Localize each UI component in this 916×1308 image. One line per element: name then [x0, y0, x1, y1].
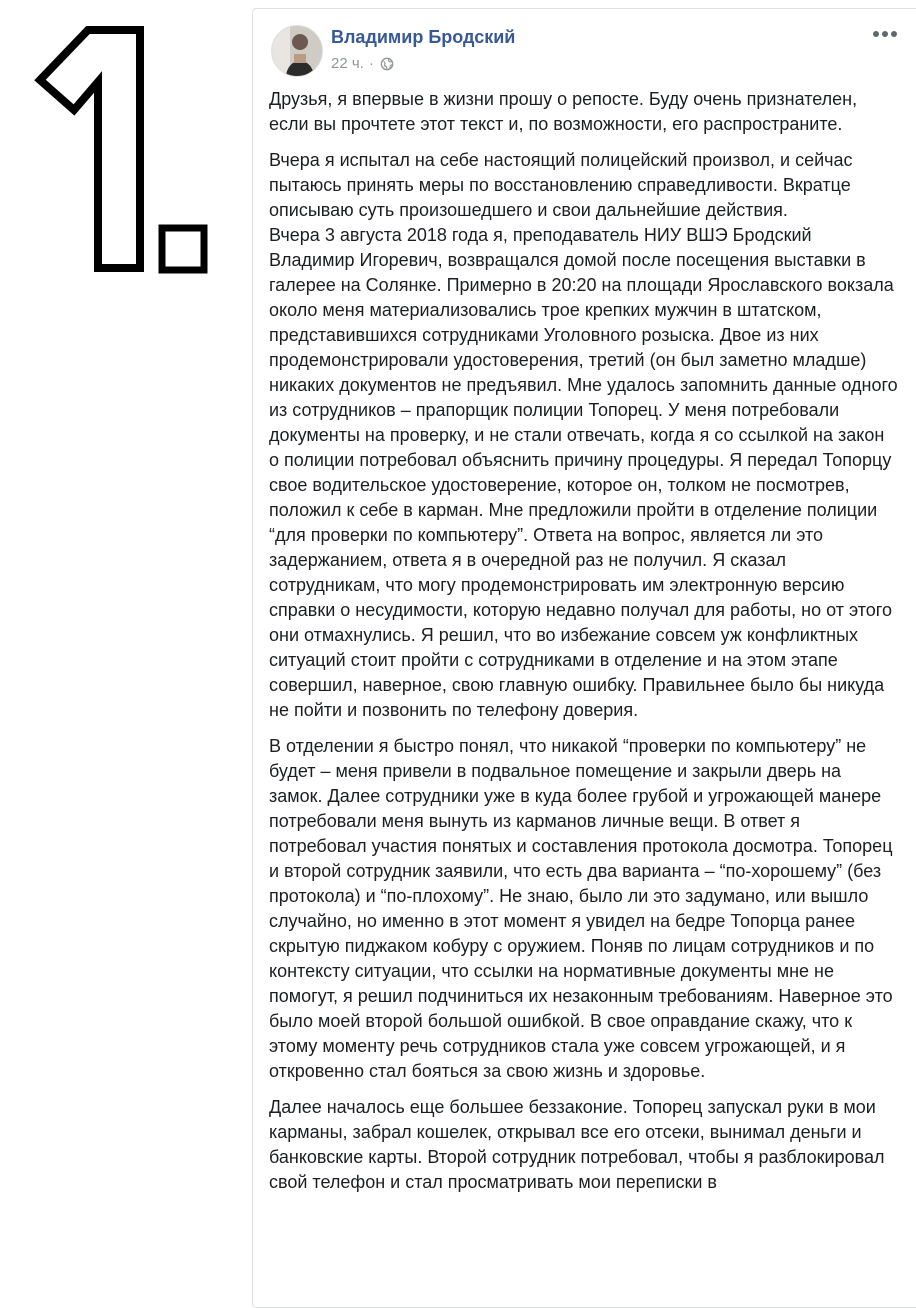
- number-one-outline-graphic: [30, 22, 230, 282]
- more-options-icon[interactable]: [873, 31, 897, 37]
- meta-separator: ·: [368, 55, 374, 72]
- post-meta: [331, 55, 394, 72]
- post-paragraph: В отделении я быстро понял, что никакой “проверки по компьютеру” не будет – меня привели в подвальное помещение и закрыли дверь на замок. Далее сотрудники уже в куда более грубой и угрожающей манере потребовали меня вынуть из карманов личные вещи. В ответ я потребовал участия понятых и составления протокола досмотра. Топорец и второй сотрудник заявили, что есть два варианта – “по-хорошему” (без протокола) и “по-плохому”. Не знаю, было ли это задумано, или вышло случайно, но именно в этот момент я увидел на бедре Топорца ранее скрытую пиджаком кобуру с оружием. Поняв по лицам сотрудников и по контексту ситуации, что ссылки на нормативные документы мне не помогут, я решил подчиниться их незаконным требованиям. Наверное это было моей второй большой ошибкой. В свое оправдание скажу, что к этому моменту речь сотрудников стала уже совсем угрожающей, и я откровенно стал бояться за свою жизнь и здоровье.: [269, 736, 893, 1081]
- post-paragraph: Далее началось еще большее беззаконие. Топорец запускал руки в мои карманы, забрал кошелек, открывал все его отсеки, вынимал деньги и банковские карты. Второй сотрудник потребовал, чтобы я разблокировал свой телефон и стал просматривать мои переписки в: [269, 1097, 885, 1192]
- author-name-link[interactable]: Владимир Бродский: [331, 27, 516, 47]
- post-timestamp[interactable]: 22 ч.: [331, 55, 364, 72]
- post-paragraph: Друзья, я впервые в жизни прошу о репосте. Буду очень признателен, если вы прочтете этот текст и, по возможности, его распространите.: [269, 89, 858, 134]
- globe-icon[interactable]: [380, 57, 394, 71]
- post-paragraph: Вчера я испытал на себе настоящий полицейский произвол, и сейчас пытаюсь принять меры по восстановлению справедливости. Вкратце описываю суть произошедшего и свои дальнейшие действия. Вчера 3 августа 2018 года я, преподаватель НИУ ВШЭ Бродский Владимир Игоревич, возвращался домой после посещения выставки в галерее на Солянке. Примерно в 20:20 на площади Ярославского вокзала около меня материализовались трое крепких мужчин в штатском, представившихся сотрудниками Уголовного розыска. Двое из них продемонстрировали удостоверения, третий (он был заметно младше) никаких документов не предъявил. Мне удалось запомнить данные одного из сотрудников – прапорщик полиции Топорец. У меня потребовали документы на проверку, и не стали отвечать, когда я со ссылкой на закон о полиции потребовал объяснить причину процедуры. Я передал Топорцу свое водительское удостоверение, которое он, толком не посмотрев, положил к себе в карман. Мне предложили пройти в отделение полиции “для проверки по компьютеру”. Ответа на вопрос, является ли это задержанием, ответа я в очередной раз не получил. Я сказал сотрудникам, что могу продемонстрировать им электронную версию справки о несудимости, которую недавно получал для работы, но от этого они отмахнулись. Я решил, что во избежание совсем уж конфликтных ситуаций стоит пройти с сотрудниками в отделение и на этом этапе совершил, наверное, свою главную ошибку. Правильнее было бы никуда не пойти и позвонить по телефону доверия.: [269, 150, 898, 720]
- post-body: [269, 87, 899, 1206]
- facebook-post-card: [252, 8, 916, 1308]
- author-avatar[interactable]: [271, 25, 323, 77]
